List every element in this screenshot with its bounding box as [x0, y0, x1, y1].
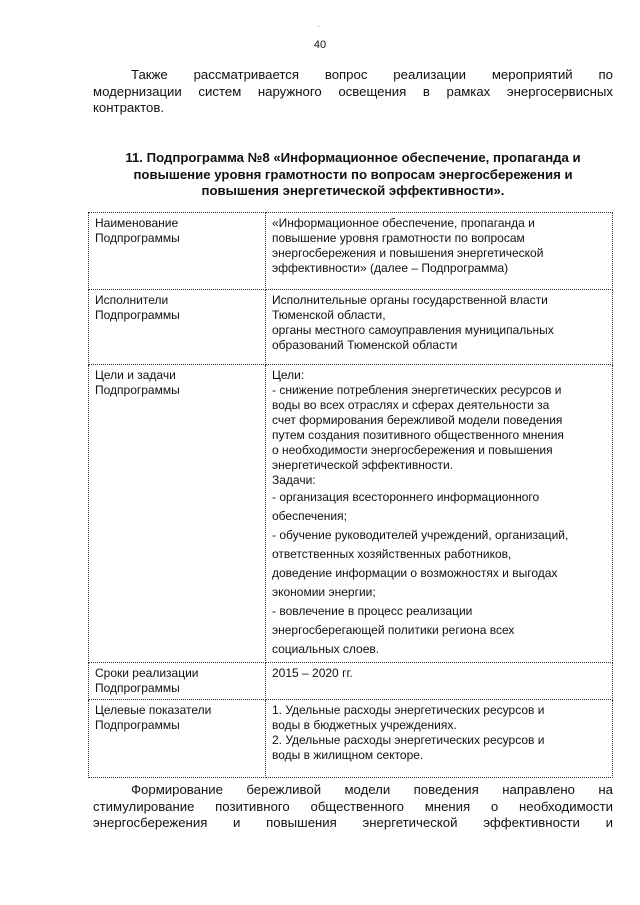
row-value-line: органы местного самоуправления муниципальных [272, 323, 554, 337]
paragraph-line: стимулирование позитивного общественного мнения о необходимости [93, 798, 613, 814]
row-label-cell [89, 290, 266, 365]
paragraph-line: энергосбережения и повышения энергетической эффективности и [93, 815, 613, 830]
row-value-line: 2. Удельные расходы энергетических ресурсов и [272, 733, 545, 747]
row-label-line: Подпрограммы [95, 383, 180, 397]
row-value-line: - обучение руководителей учреждений, организаций, [272, 528, 569, 542]
page-number: 40 [313, 39, 327, 51]
row-label-line: Наименование [95, 216, 179, 230]
row-label-line: Подпрограммы [95, 681, 180, 695]
row-label-line: Сроки реализации [95, 666, 199, 680]
row-value-line: 2015 – 2020 гг. [272, 666, 353, 680]
row-value-line: счет формирования бережливой модели поведения [272, 413, 563, 427]
row-value-line: - организация всестороннего информационного [272, 490, 540, 504]
paragraph-line: Формирование бережливой модели поведения направлено на [131, 782, 613, 797]
table-row [89, 213, 613, 290]
subprogram-passport-table [88, 212, 613, 778]
row-label-line: Исполнители [95, 293, 169, 307]
scan-speck: · [317, 22, 320, 31]
row-label-line: Цели и задачи [95, 368, 176, 382]
row-value-line: социальных слоев. [272, 642, 380, 656]
heading-line: повышения энергетической эффективности». [201, 183, 505, 198]
row-value-line: Тюменской области, [272, 308, 386, 322]
table-row [89, 663, 613, 700]
table-row [89, 700, 613, 778]
table-row [89, 290, 613, 365]
row-value-line: Цели: [272, 368, 305, 382]
row-value-line: Исполнительные органы государственной власти [272, 293, 548, 307]
row-value-cell [266, 213, 613, 290]
row-label-cell [89, 213, 266, 290]
row-value-line: энергетической эффективности. [272, 458, 454, 472]
row-value-line: эффективности» (далее – Подпрограмма) [272, 261, 509, 275]
row-value-line: «Информационное обеспечение, пропаганда и [272, 216, 535, 230]
row-value-line: воды в жилищном секторе. [272, 748, 424, 762]
row-value-line: доведение информации о возможностях и выгодах [272, 566, 558, 580]
row-value-line: - снижение потребления энергетических ресурсов и [272, 383, 562, 397]
row-value-line: экономии энергии; [272, 585, 376, 599]
row-value-cell [266, 700, 613, 778]
row-value-cell [266, 365, 613, 663]
row-value-line: энергосбережения и повышения энергетической [272, 246, 544, 260]
row-value-line: энергосберегающей политики региона всех [272, 623, 515, 637]
row-label-line: Подпрограммы [95, 718, 180, 732]
paragraph-line: модернизации систем наружного освещения в рамках энергосервисных [93, 83, 613, 99]
paragraph-line: контрактов. [93, 100, 165, 115]
closing-paragraph [93, 782, 613, 832]
row-label-cell [89, 700, 266, 778]
section-heading [93, 150, 613, 200]
intro-paragraph [93, 67, 613, 117]
row-label-line: Целевые показатели [95, 703, 212, 717]
row-value-line: Задачи: [272, 473, 316, 487]
heading-line: 11. Подпрограмма №8 «Информационное обеспечение, пропаганда и [125, 150, 581, 165]
row-value-cell [266, 290, 613, 365]
paragraph-line: Также рассматривается вопрос реализации мероприятий по [131, 67, 613, 82]
row-value-line: воды в бюджетных учреждениях. [272, 718, 457, 732]
row-value-line: - вовлечение в процесс реализации [272, 604, 473, 618]
row-value-cell [266, 663, 613, 700]
row-value-line: ответственных хозяйственных работников, [272, 547, 512, 561]
row-label-line: Подпрограммы [95, 231, 180, 245]
row-value-line: повышение уровня грамотности по вопросам [272, 231, 525, 245]
row-value-line: путем создания позитивного общественного мнения [272, 428, 564, 442]
row-value-line: воды во всех отраслях и сферах деятельности за [272, 398, 550, 412]
row-label-line: Подпрограммы [95, 308, 180, 322]
table-row [89, 365, 613, 663]
row-value-line: 1. Удельные расходы энергетических ресурсов и [272, 703, 545, 717]
row-label-cell [89, 663, 266, 700]
row-label-cell [89, 365, 266, 663]
row-value-line: обеспечения; [272, 509, 347, 523]
row-value-line: о необходимости энергосбережения и повышения [272, 443, 553, 457]
row-value-line: образований Тюменской области [272, 338, 458, 352]
heading-line: повышение уровня грамотности по вопросам энергосбережения и [133, 166, 573, 182]
